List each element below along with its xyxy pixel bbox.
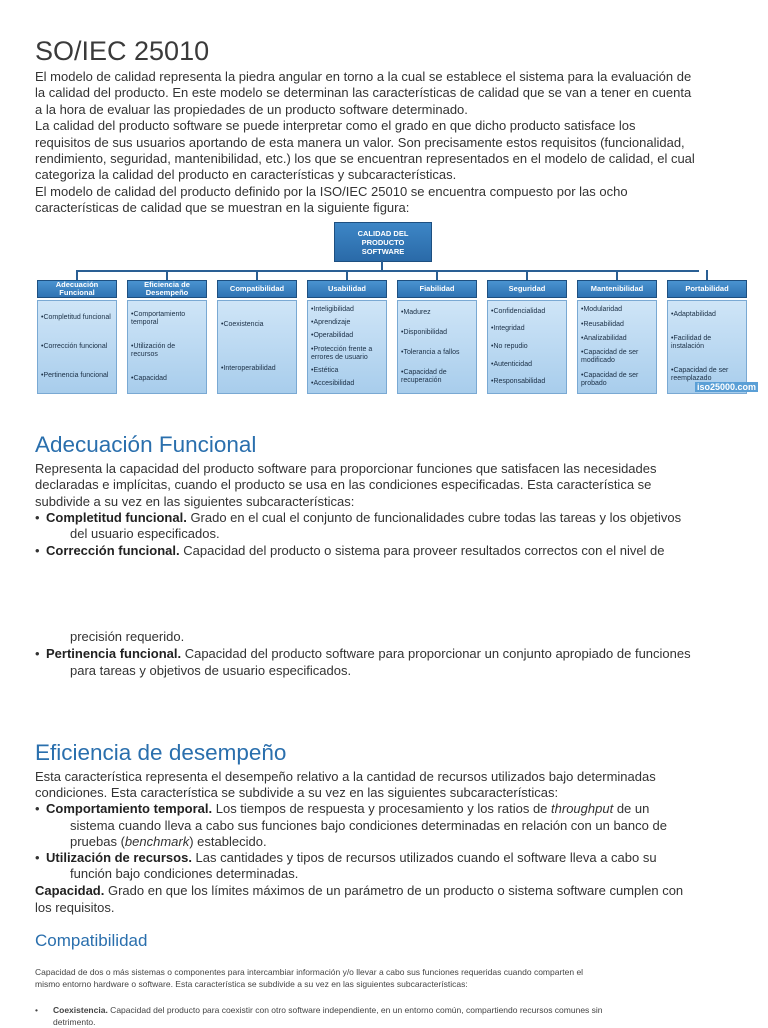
subcharacteristic-item: •Integridad bbox=[491, 325, 525, 333]
subcharacteristic-item: •Autenticidad bbox=[491, 360, 532, 368]
bullet-term: Coexistencia. bbox=[53, 1005, 108, 1015]
subcharacteristic-item: •Utilización de recursos bbox=[131, 343, 176, 358]
subcharacteristic-item: •Analizabilidad bbox=[581, 334, 627, 342]
bullet-continuation: para tareas y objetivos de usuario especificados. bbox=[70, 663, 352, 678]
bullet-completitud: • Completitud funcional. Grado en el cual el conjunto de funcionalidades cubre todas las tareas y los objetivos bbox=[35, 510, 682, 525]
cont-text: pruebas ( bbox=[70, 834, 125, 849]
bullet-term: Completitud funcional. bbox=[46, 510, 187, 525]
characteristic-header: Usabilidad bbox=[307, 280, 387, 298]
bullet-continuation: precisión requerido. bbox=[70, 629, 185, 644]
subcharacteristic-item: •Operabilidad bbox=[311, 332, 354, 340]
bullet-term: Comportamiento temporal. bbox=[46, 801, 213, 816]
subcharacteristic-item: •Madurez bbox=[401, 309, 431, 316]
diagram-connector-branch bbox=[76, 270, 78, 280]
characteristic-header: Eficiencia de Desempeño bbox=[127, 280, 207, 298]
subcharacteristic-item: •Tolerancia a fallos bbox=[401, 349, 460, 356]
subcharacteristic-list bbox=[311, 303, 383, 391]
bullet-text: Las cantidades y tipos de recursos utilizados cuando el software lleva a cabo su bbox=[191, 850, 657, 865]
subcharacteristic-item: •Pertinencia funcional bbox=[41, 372, 109, 380]
intro-line: la calidad del producto. En este modelo se determinan las características de calidad que se van a tener en cuenta bbox=[35, 85, 692, 101]
subcharacteristic-item: •Capacidad de recuperación bbox=[401, 369, 447, 384]
bullet-continuation: función bajo condiciones determinadas. bbox=[70, 866, 299, 881]
subcharacteristic-item: •Reusabilidad bbox=[581, 320, 624, 328]
bullet-continuation: sistema cuando lleva a cabo sus funciones bajo condiciones determinadas en relación con un banco de bbox=[70, 818, 667, 833]
bullet-term: Utilización de recursos. bbox=[46, 850, 192, 865]
subcharacteristic-item: •Protección frente a errores de usuario bbox=[311, 345, 373, 361]
characteristic-header: Adecuación Funcional bbox=[37, 280, 117, 298]
diagram-connector-branch bbox=[166, 270, 168, 280]
adecuacion-body bbox=[35, 461, 657, 510]
subcharacteristic-item: •Confidencialidad bbox=[491, 307, 546, 315]
body-line: mismo entorno hardware o software. Esta característica se subdivide a su vez en las siguientes subcaracterísticas: bbox=[35, 979, 468, 989]
bullet-term: Pertinencia funcional. bbox=[46, 646, 182, 661]
subcharacteristic-item: •Facilidad de instalación bbox=[671, 335, 712, 350]
subcharacteristic-item: •Capacidad de ser modificado bbox=[581, 349, 639, 365]
intro-line: rendimiento, seguridad, mantenibilidad, etc.) los que se encuentran representados en el modelo de calidad, el cual bbox=[35, 151, 695, 167]
subcharacteristic-box bbox=[397, 300, 477, 394]
page-title: SO/IEC 25010 bbox=[35, 36, 210, 66]
subcharacteristic-list bbox=[581, 303, 653, 391]
subcharacteristic-item: •Accesibilidad bbox=[311, 380, 355, 388]
subcharacteristic-list bbox=[221, 303, 293, 391]
capacidad-paragraph bbox=[35, 883, 735, 899]
cont-text: ) establecido. bbox=[189, 834, 267, 849]
subcharacteristic-box bbox=[487, 300, 567, 394]
cont-italic: benchmark bbox=[124, 834, 190, 849]
subcharacteristic-item: •Adaptabilidad bbox=[671, 311, 716, 318]
bullet-term: Capacidad. bbox=[35, 883, 105, 898]
body-line: Capacidad de dos o más sistemas o componentes para intercambiar información y/o llevar a cabo sus funciones requeridas cuando comparten el bbox=[35, 967, 584, 977]
section-heading-compatibilidad: Compatibilidad bbox=[35, 931, 148, 950]
bullet-comportamiento: • Comportamiento temporal. Los tiempos de respuesta y procesamiento y los ratios de throughput de un bbox=[35, 801, 650, 816]
diagram-connector-vertical bbox=[381, 260, 383, 270]
body-line: declaradas e implícitas, cuando el producto se usa en las condiciones especificadas. Esta característica se bbox=[35, 477, 652, 493]
bullet-continuation bbox=[70, 834, 267, 850]
bullet-coexistencia: • Coexistencia. Capacidad del producto para coexistir con otro software independiente, en un entorno común, compartiendo recursos comunes sin bbox=[35, 1005, 603, 1015]
subcharacteristic-item: •Capacidad de ser reemplazado bbox=[671, 367, 729, 382]
subcharacteristic-item: •Completitud funcional bbox=[41, 313, 111, 321]
subcharacteristic-box bbox=[217, 300, 297, 394]
root-label-line: PRODUCTO bbox=[361, 237, 405, 247]
subcharacteristic-item: •Disponibilidad bbox=[401, 329, 448, 336]
subcharacteristic-list bbox=[131, 303, 203, 391]
subcharacteristic-item: •Estética bbox=[311, 366, 339, 374]
subcharacteristic-item: •Inteligibilidad bbox=[311, 305, 354, 313]
subcharacteristic-item: •Responsabilidad bbox=[491, 378, 546, 386]
subcharacteristic-box bbox=[127, 300, 207, 394]
bullet-text: Los tiempos de respuesta y procesamiento y los ratios de bbox=[212, 801, 552, 816]
body-line: Representa la capacidad del producto software para proporcionar funciones que satisfacen las necesidades bbox=[35, 461, 657, 476]
diagram-connector-branch bbox=[256, 270, 258, 280]
subcharacteristic-item: •Aprendizaje bbox=[311, 318, 351, 326]
bullet-text: de un bbox=[613, 801, 650, 816]
subcharacteristic-item: •Capacidad de ser probado bbox=[581, 371, 639, 387]
subcharacteristic-list bbox=[401, 303, 473, 391]
body-line: Esta característica representa el desempeño relativo a la cantidad de recursos utilizados bajo determinadas bbox=[35, 769, 656, 784]
intro-line: El modelo de calidad del producto definido por la ISO/IEC 25010 se encuentra compuesto por las ocho bbox=[35, 183, 628, 199]
diagram-root-box bbox=[334, 222, 432, 262]
root-label-line: CALIDAD DEL bbox=[357, 228, 409, 238]
intro-line: El modelo de calidad representa la piedra angular en torno a la cual se establece el sistema para la evaluación de bbox=[35, 69, 692, 84]
characteristic-header: Portabilidad bbox=[667, 280, 747, 298]
subcharacteristic-item: •Coexistencia bbox=[221, 321, 264, 328]
characteristic-header: Seguridad bbox=[487, 280, 567, 298]
intro-line: requisitos de sus usuarios aportando de esta manera un valor. Son precisamente estos requisitos (funcionalidad, bbox=[35, 134, 685, 150]
diagram-connector-branch bbox=[706, 270, 708, 280]
bullet-italic: throughput bbox=[551, 801, 614, 816]
intro-line: características de calidad que se muestran en la siguiente figura: bbox=[35, 200, 410, 216]
characteristic-header: Mantenibilidad bbox=[577, 280, 657, 298]
subcharacteristic-list bbox=[671, 303, 743, 391]
subcharacteristic-box bbox=[37, 300, 117, 394]
subcharacteristic-item: •Modularidad bbox=[581, 306, 622, 314]
bullet-continuation: detrimento. bbox=[53, 1017, 96, 1027]
root-label-line: SOFTWARE bbox=[361, 246, 405, 256]
bullet-text: Grado en que los límites máximos de un parámetro de un producto o sistema software cumplen con bbox=[104, 883, 684, 898]
bullet-text: Capacidad del producto o sistema para proveer resultados correctos con el nivel de bbox=[179, 543, 665, 558]
diagram-connector-branch bbox=[616, 270, 618, 280]
bullet-text: Grado en el cual el conjunto de funcionalidades cubre todas las tareas y los objetivos bbox=[186, 510, 682, 525]
subcharacteristic-box bbox=[667, 300, 747, 394]
bullet-term: Corrección funcional. bbox=[46, 543, 180, 558]
diagram-connector-branch bbox=[346, 270, 348, 280]
subcharacteristic-list bbox=[491, 303, 563, 391]
section-heading-eficiencia: Eficiencia de desempeño bbox=[35, 740, 287, 765]
subcharacteristic-item: •No repudio bbox=[491, 342, 528, 350]
section-heading-adecuacion: Adecuación Funcional bbox=[35, 432, 257, 457]
subcharacteristic-list bbox=[41, 303, 113, 391]
characteristic-header: Compatibilidad bbox=[217, 280, 297, 298]
bullet-pertinencia: • Pertinencia funcional. Capacidad del producto software para proporcionar un conjunto apropiado de funciones bbox=[35, 646, 691, 661]
diagram-watermark: iso25000.com bbox=[696, 382, 756, 392]
bullet-correccion: • Corrección funcional. Capacidad del producto o sistema para proveer resultados correctos con el nivel de bbox=[35, 543, 665, 558]
quality-model-diagram bbox=[37, 222, 758, 397]
compatibilidad-body bbox=[35, 966, 735, 990]
diagram-connector-horizontal bbox=[77, 270, 699, 272]
bullet-continuation: del usuario especificados. bbox=[70, 526, 220, 541]
subcharacteristic-item: •Interoperabilidad bbox=[221, 365, 276, 372]
intro-paragraph bbox=[35, 69, 695, 217]
bullet-text: Capacidad del producto software para proporcionar un conjunto apropiado de funciones bbox=[181, 646, 691, 661]
body-line: subdivide a su vez en las siguientes subcaracterísticas: bbox=[35, 493, 355, 509]
subcharacteristic-box bbox=[307, 300, 387, 394]
intro-line: La calidad del producto software se puede interpretar como el grado en que dicho producto satisface los bbox=[35, 118, 636, 134]
subcharacteristic-item: •Capacidad bbox=[131, 375, 167, 382]
bullet-utilizacion: • Utilización de recursos. Las cantidades y tipos de recursos utilizados cuando el software lleva a cabo su bbox=[35, 850, 657, 865]
capacidad-continuation: los requisitos. bbox=[35, 900, 115, 915]
intro-line: a la hora de evaluar las propiedades de un producto software determinado. bbox=[35, 101, 468, 117]
eficiencia-body bbox=[35, 769, 656, 802]
diagram-connector-branch bbox=[526, 270, 528, 280]
bullet-text: Capacidad del producto para coexistir con otro software independiente, en un entorno común, compartiendo recursos comunes sin bbox=[107, 1005, 603, 1015]
subcharacteristic-item: •Comportamiento temporal bbox=[131, 311, 186, 326]
diagram-connector-branch bbox=[436, 270, 438, 280]
body-line: condiciones. Esta característica se subdivide a su vez en las siguientes subcaracterísticas: bbox=[35, 785, 559, 801]
subcharacteristic-box bbox=[577, 300, 657, 394]
characteristic-header: Fiabilidad bbox=[397, 280, 477, 298]
subcharacteristic-item: •Corrección funcional bbox=[41, 342, 108, 350]
intro-line: categoriza la calidad del producto en características y subcaracterísticas. bbox=[35, 167, 457, 183]
